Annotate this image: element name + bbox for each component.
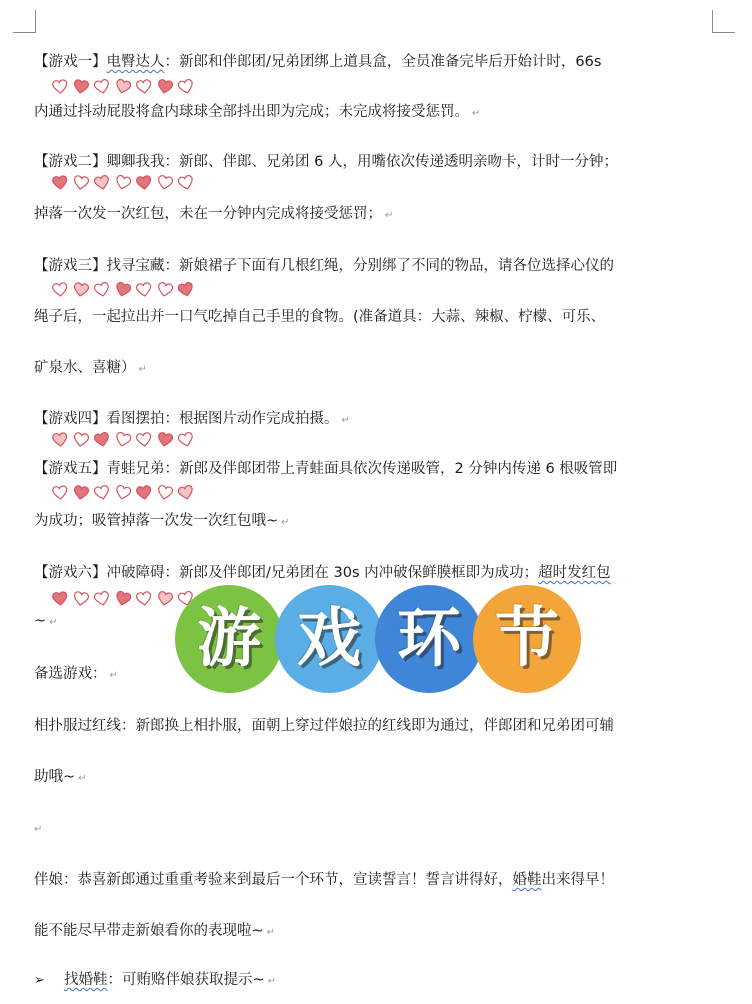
crop-mark-top-left [13,10,36,33]
banner-circle: 环 [375,585,483,693]
banner-circle: 游 [175,585,283,693]
heart-icon [157,175,173,191]
heart-icon [73,282,89,298]
heart-icon [94,432,110,448]
heart-icon [73,485,89,501]
heart-icon [94,175,110,191]
heart-icon [178,485,194,501]
game6-line1: 【游戏六】冲破障碍：新郎及伴郎团/兄弟团在 30s 内冲破保鲜膜框即为成功；超时发红包 [34,565,611,581]
game1-line1: 【游戏一】电臀达人：新郎和伴郎团/兄弟团绑上道具盒，全员准备完毕后开始计时，66s [34,54,602,70]
backup-line2: 助哦~ ↵ [34,769,87,785]
hearts-row [52,590,194,608]
bullet-arrow-icon: ➢ [34,973,45,988]
heart-icon [52,79,68,95]
heart-icon [73,432,89,448]
heart-icon [178,79,194,95]
crop-mark-top-right [712,10,735,33]
heart-icon [178,432,194,448]
hearts-row [52,431,194,449]
heart-icon [157,432,173,448]
hearts-row [52,78,194,96]
heart-icon [136,485,152,501]
heart-icon [52,432,68,448]
heart-icon [73,591,89,607]
empty-paragraph: ↵ [34,824,43,835]
heart-icon [52,591,68,607]
heart-icon [115,175,131,191]
heart-icon [178,282,194,298]
heart-icon [94,282,110,298]
heart-icon [136,175,152,191]
heart-icon [115,432,131,448]
bridesmaid-line2: 能不能尽早带走新娘看你的表现啦~ ↵ [34,923,276,939]
hearts-row [52,484,194,502]
heart-icon [73,79,89,95]
game3-line3: 矿泉水、喜糖） ↵ [34,360,147,376]
heart-icon [157,591,173,607]
heart-icon [115,591,131,607]
heart-icon [94,591,110,607]
game1-line2: 内通过抖动屁股将盒内球球全部抖出即为完成；未完成将接受惩罚。 ↵ [34,104,481,120]
game5-line1: 【游戏五】青蛙兄弟：新郎及伴郎团带上青蛙面具依次传递吸管，2 分钟内传递 6 根吸管即 [34,461,618,477]
game6-line2: ~ ↵ [34,613,58,629]
heart-icon [136,79,152,95]
heart-icon [178,175,194,191]
find-shoes-item: ➢ 找婚鞋：可贿赂伴娘获取提示~ ↵ [34,970,722,992]
heart-icon [52,282,68,298]
game5-line2: 为成功；吸管掉落一次发一次红包哦~ ↵ [34,513,290,529]
heart-icon [136,591,152,607]
heart-icon [136,282,152,298]
banner-circle: 节 [473,585,581,693]
heart-icon [73,175,89,191]
heart-icon [115,282,131,298]
hearts-row [52,174,194,192]
heart-icon [52,175,68,191]
heart-icon [157,485,173,501]
banner-circle: 戏 [275,585,383,693]
backup-heading: 备选游戏： ↵ [34,666,118,682]
backup-line1: 相扑服过红线：新郎换上相扑服，面朝上穿过伴娘拉的红线即为通过，伴郎团和兄弟团可辅 [34,718,614,734]
game3-line2: 绳子后，一起拉出并一口气吃掉自己手里的食物。(准备道具：大蒜、辣椒、柠檬、可乐、 [34,309,606,325]
game2-line2: 掉落一次发一次红包，未在一分钟内完成将接受惩罚； ↵ [34,206,394,222]
heart-icon [157,282,173,298]
bridesmaid-line1: 伴娘：恭喜新郎通过重重考验来到最后一个环节，宣读誓言！誓言讲得好，婚鞋出来得早！ [34,872,614,888]
heart-icon [115,79,131,95]
game4-line1: 【游戏四】看图摆拍：根据图片动作完成拍摄。 ↵ [34,411,350,427]
heart-icon [136,432,152,448]
heart-icon [94,79,110,95]
game2-line1: 【游戏二】卿卿我我：新郎、伴郎、兄弟团 6 人，用嘴依次传递透明亲吻卡，计时一分钟； [34,154,618,170]
heart-icon [157,79,173,95]
heart-icon [52,485,68,501]
hearts-row [52,281,194,299]
heart-icon [115,485,131,501]
game3-line1: 【游戏三】找寻宝藏：新娘裙子下面有几根红绳，分别绑了不同的物品，请各位选择心仪的 [34,258,614,274]
heart-icon [94,485,110,501]
